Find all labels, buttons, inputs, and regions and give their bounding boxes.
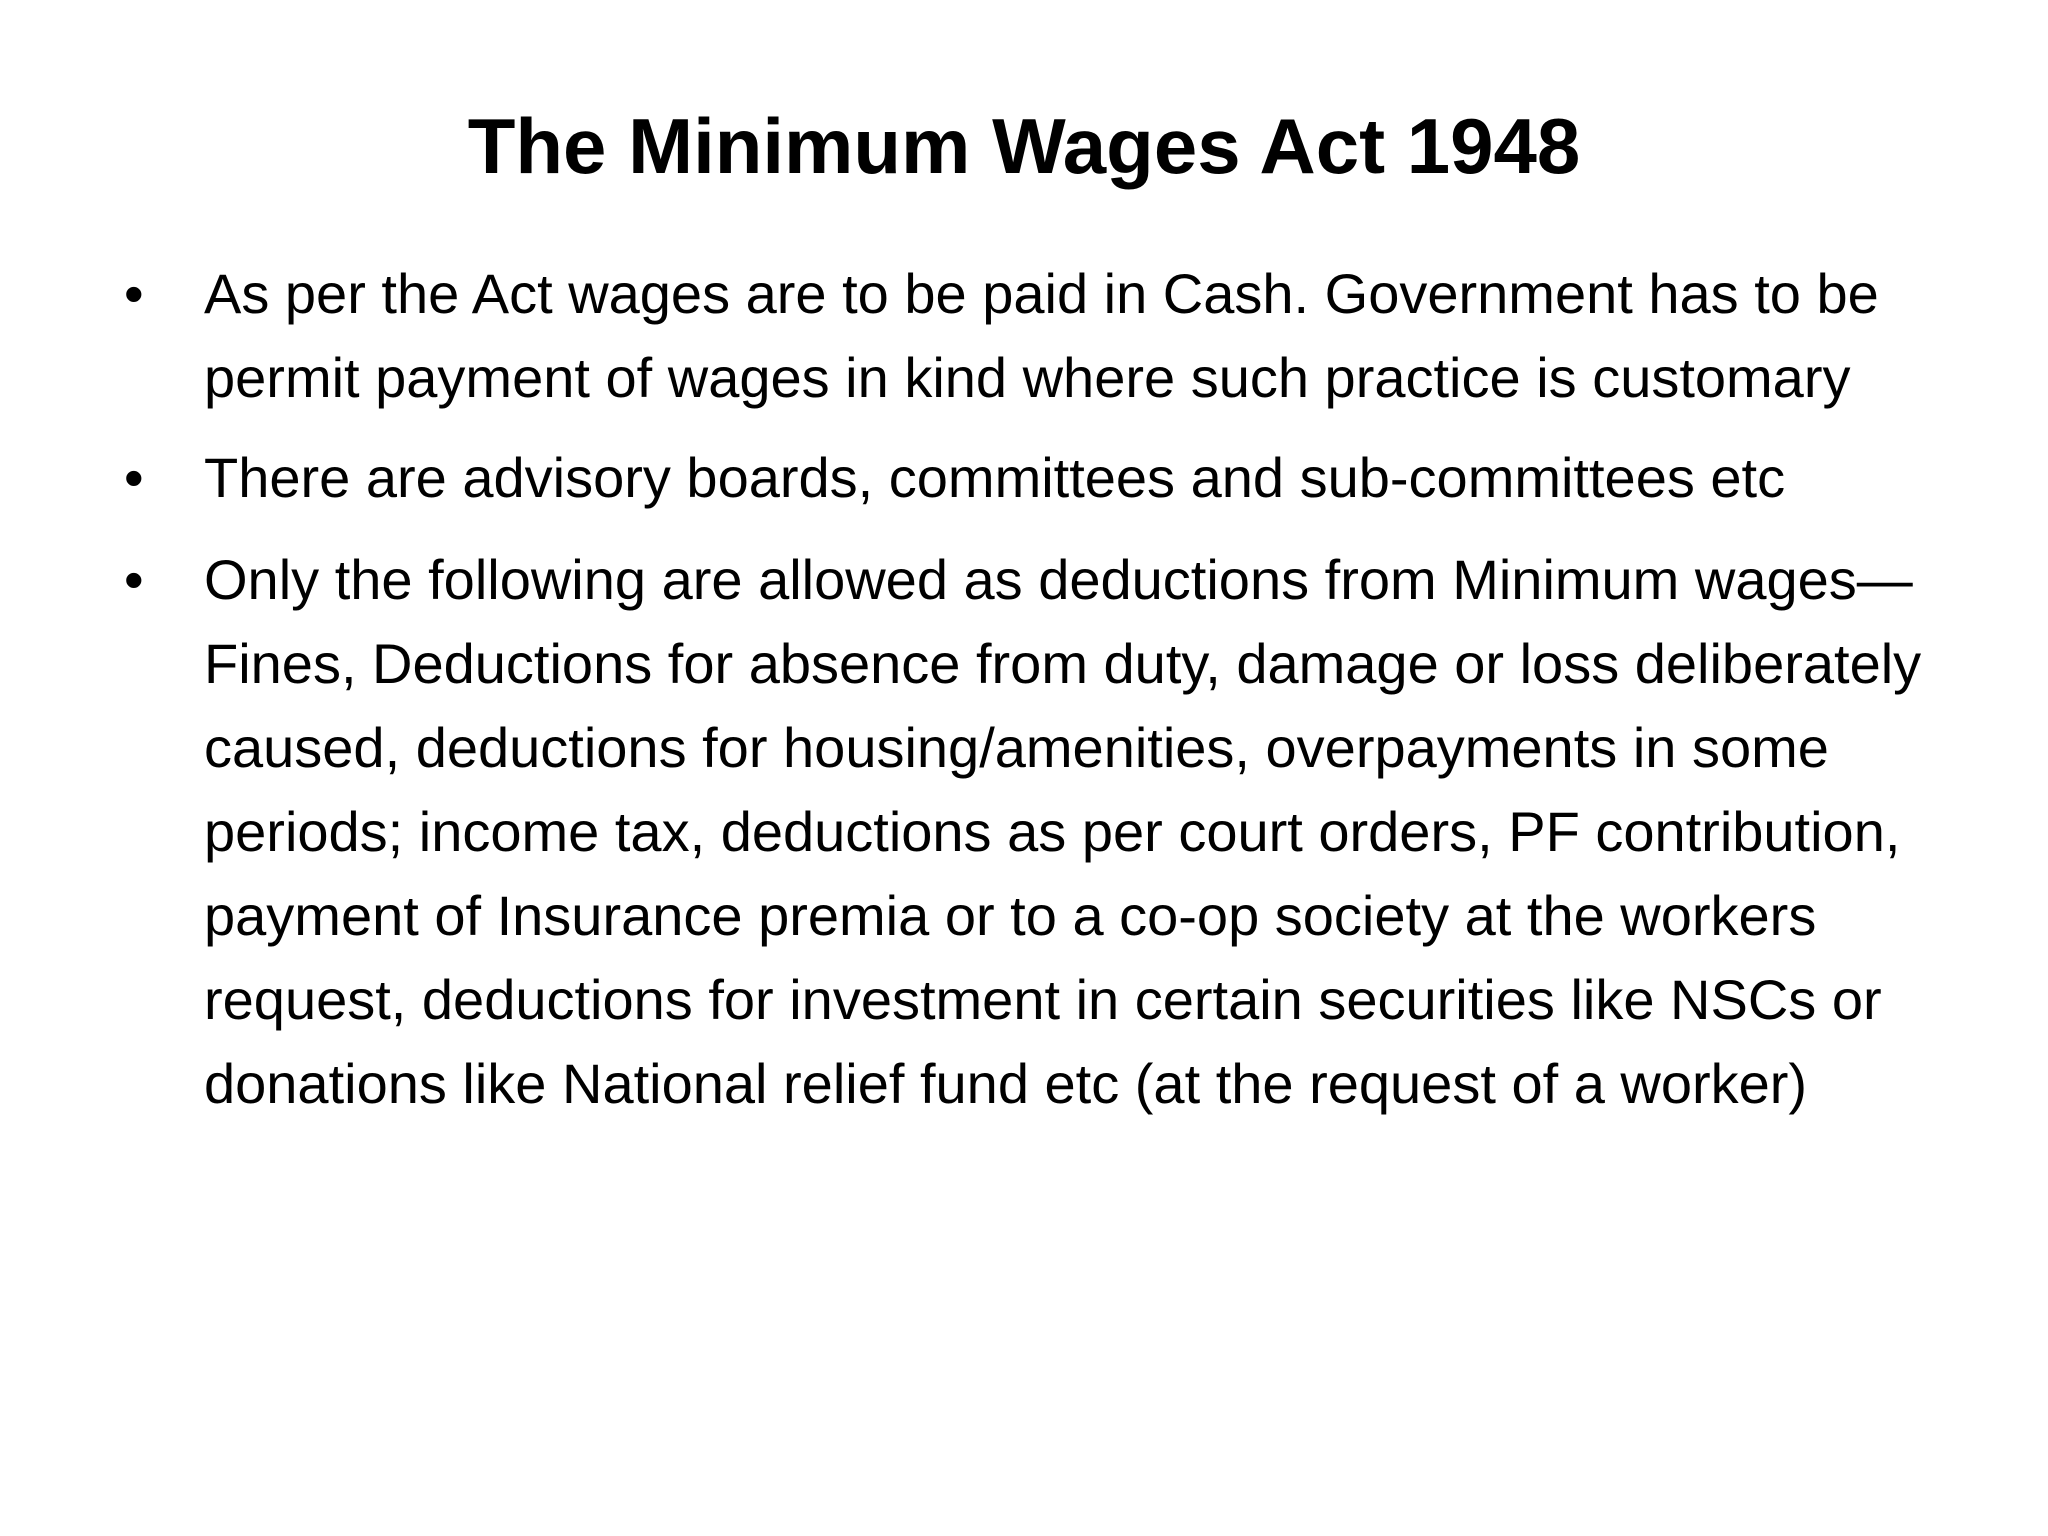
- bullet-text: As per the Act wages are to be paid in Cash. Government has to be permit payment of wages in kind where such practice is customary: [204, 262, 1879, 409]
- slide-title: The Minimum Wages Act 1948: [467, 102, 1581, 190]
- bullet-list: [120, 252, 1980, 1142]
- bullet-text: There are advisory boards, committees and sub-committees etc: [204, 446, 1786, 509]
- bullet-item-advisory-boards: [120, 436, 1980, 520]
- bullet-marker: •: [124, 262, 144, 325]
- bullet-marker: •: [124, 548, 144, 611]
- bullet-item-allowed-deductions: [120, 538, 1980, 1126]
- bullet-text: Only the following are allowed as deductions from Minimum wages—Fines, Deductions for absence from duty, damage or loss deliberately caused, deductions for housing/amenities, overpayments in some periods; income tax, deductions as per court orders, PF contribution, payment of Insurance premia or to a co-op society at the workers request, deductions for investment in certain securities like NSCs or donations like National relief fund etc (at the request of a worker): [204, 548, 1922, 1115]
- bullet-marker: •: [124, 446, 144, 509]
- bullet-item-wages-in-cash: [120, 252, 1980, 420]
